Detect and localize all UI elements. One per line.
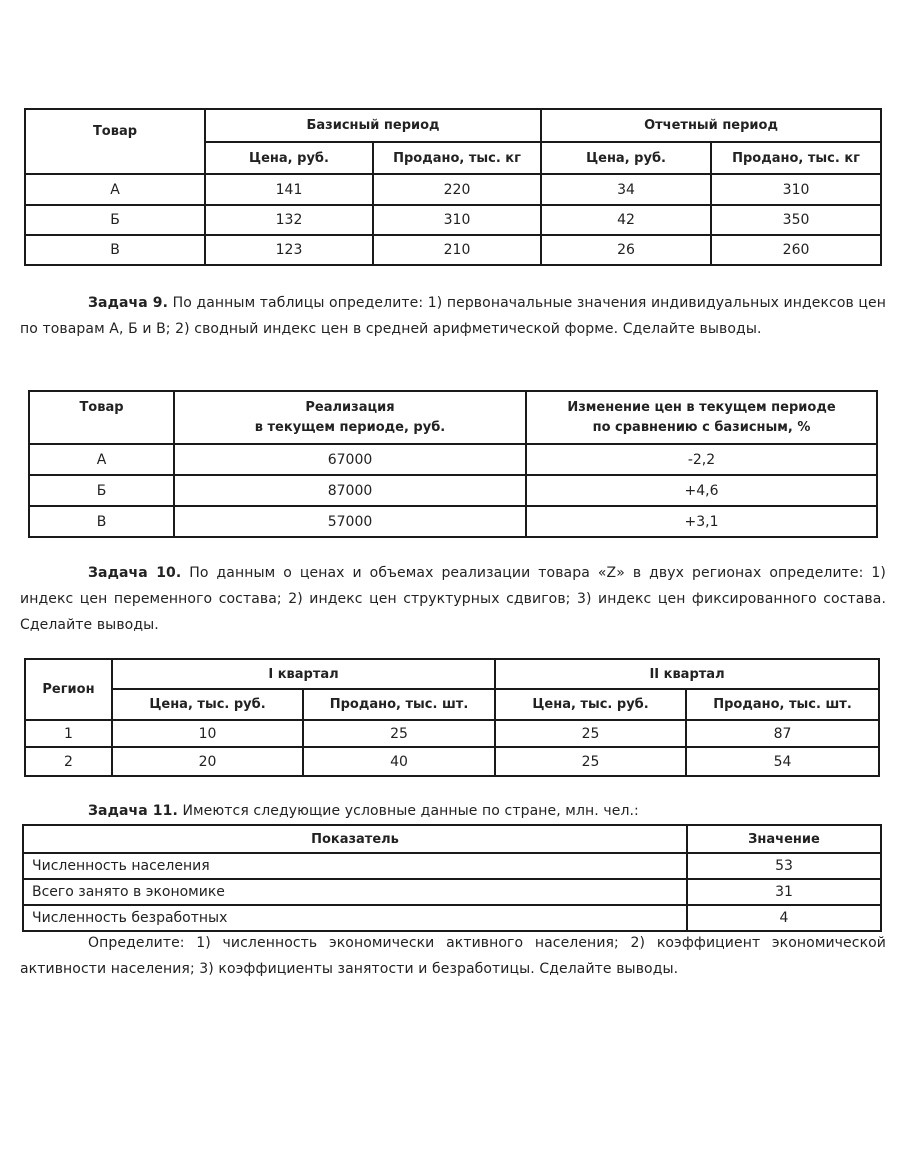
table-row <box>25 720 879 747</box>
cell-q2-price: 25 <box>495 747 686 776</box>
header-report-sold: Продано, тыс. кг <box>711 142 881 174</box>
cell-change: +4,6 <box>526 475 877 506</box>
cell-q2-sold: 87 <box>686 720 879 747</box>
table-row <box>25 174 881 205</box>
cell-base-price: 132 <box>205 205 373 235</box>
cell-region: 1 <box>25 720 112 747</box>
cell-base-price: 141 <box>205 174 373 205</box>
cell-q1-price: 20 <box>112 747 303 776</box>
header-sales <box>174 391 526 444</box>
header-q1-sold: Продано, тыс. шт. <box>303 689 495 720</box>
header-q2-price: Цена, тыс. руб. <box>495 689 686 720</box>
header-q1-price: Цена, тыс. руб. <box>112 689 303 720</box>
table-row <box>29 475 877 506</box>
header-q2-sold: Продано, тыс. шт. <box>686 689 879 720</box>
task9-paragraph <box>20 290 886 342</box>
cell-product: А <box>25 174 205 205</box>
price-sales-table <box>24 108 882 266</box>
cell-product: А <box>29 444 174 475</box>
cell-product: В <box>25 235 205 265</box>
header-change-line2: по сравнению с базисным, % <box>592 419 811 435</box>
cell-report-price: 42 <box>541 205 711 235</box>
task11-text: Имеются следующие условные данные по стране, млн. чел.: <box>177 803 639 819</box>
cell-product: Б <box>29 475 174 506</box>
task10-text: По данным о ценах и объемах реализации товара «Z» в двух регионах определите: 1) индекс цен переменного состава; 2) индекс цен структурных сдвигов; 3) индекс цен фиксированного состава. Сделайте выводы. <box>20 565 886 633</box>
cell-value: 4 <box>687 905 881 931</box>
population-table <box>22 824 882 932</box>
table-row <box>29 444 877 475</box>
sales-price-change-table <box>28 390 878 538</box>
cell-q1-sold: 40 <box>303 747 495 776</box>
header-product: Товар <box>29 391 174 444</box>
task11-label: Задача 11. <box>88 803 178 819</box>
task11-question-text: Определите: 1) численность экономически активного населения; 2) коэффициент экономической активности населения; 3) коэффициенты занятости и безработицы. Сделайте выводы. <box>20 935 886 977</box>
cell-report-sold: 350 <box>711 205 881 235</box>
table-row <box>23 879 881 905</box>
header-base-sold: Продано, тыс. кг <box>373 142 541 174</box>
header-product: Товар <box>25 109 205 174</box>
cell-region: 2 <box>25 747 112 776</box>
cell-report-price: 26 <box>541 235 711 265</box>
task10-label: Задача 10. <box>88 565 182 581</box>
header-q1: I квартал <box>112 659 495 689</box>
cell-product: Б <box>25 205 205 235</box>
task9-label: Задача 9. <box>88 295 169 311</box>
table-row <box>29 506 877 537</box>
task11-paragraph <box>20 800 886 822</box>
header-base-price: Цена, руб. <box>205 142 373 174</box>
cell-report-price: 34 <box>541 174 711 205</box>
task11-question <box>20 930 886 982</box>
cell-report-sold: 310 <box>711 174 881 205</box>
header-q2: II квартал <box>495 659 879 689</box>
table-row <box>25 747 879 776</box>
cell-base-sold: 310 <box>373 205 541 235</box>
header-indicator: Показатель <box>23 825 687 853</box>
regional-price-table <box>24 658 880 777</box>
cell-q2-price: 25 <box>495 720 686 747</box>
header-report-price: Цена, руб. <box>541 142 711 174</box>
cell-sales: 87000 <box>174 475 526 506</box>
cell-value: 31 <box>687 879 881 905</box>
header-change-line1: Изменение цен в текущем периоде <box>567 399 836 415</box>
header-price-change <box>526 391 877 444</box>
table-row <box>23 853 881 879</box>
cell-q2-sold: 54 <box>686 747 879 776</box>
cell-indicator: Всего занято в экономике <box>23 879 687 905</box>
cell-base-sold: 210 <box>373 235 541 265</box>
header-report-period: Отчетный период <box>541 109 881 142</box>
cell-q1-sold: 25 <box>303 720 495 747</box>
table-row <box>25 205 881 235</box>
cell-base-sold: 220 <box>373 174 541 205</box>
cell-change: +3,1 <box>526 506 877 537</box>
table-row <box>25 235 881 265</box>
cell-sales: 57000 <box>174 506 526 537</box>
header-value: Значение <box>687 825 881 853</box>
cell-sales: 67000 <box>174 444 526 475</box>
cell-indicator: Численность безработных <box>23 905 687 931</box>
cell-value: 53 <box>687 853 881 879</box>
cell-report-sold: 260 <box>711 235 881 265</box>
table-row <box>23 905 881 931</box>
task9-text: По данным таблицы определите: 1) первоначальные значения индивидуальных индексов цен по товарам А, Б и В; 2) сводный индекс цен в средней арифметической форме. Сделайте выводы. <box>20 295 886 337</box>
cell-indicator: Численность населения <box>23 853 687 879</box>
cell-change: -2,2 <box>526 444 877 475</box>
cell-product: В <box>29 506 174 537</box>
cell-base-price: 123 <box>205 235 373 265</box>
header-sales-line2: в текущем периоде, руб. <box>254 419 446 435</box>
header-sales-line1: Реализация <box>305 399 395 415</box>
cell-q1-price: 10 <box>112 720 303 747</box>
task10-paragraph <box>20 560 886 638</box>
header-region: Регион <box>25 659 112 720</box>
header-base-period: Базисный период <box>205 109 541 142</box>
